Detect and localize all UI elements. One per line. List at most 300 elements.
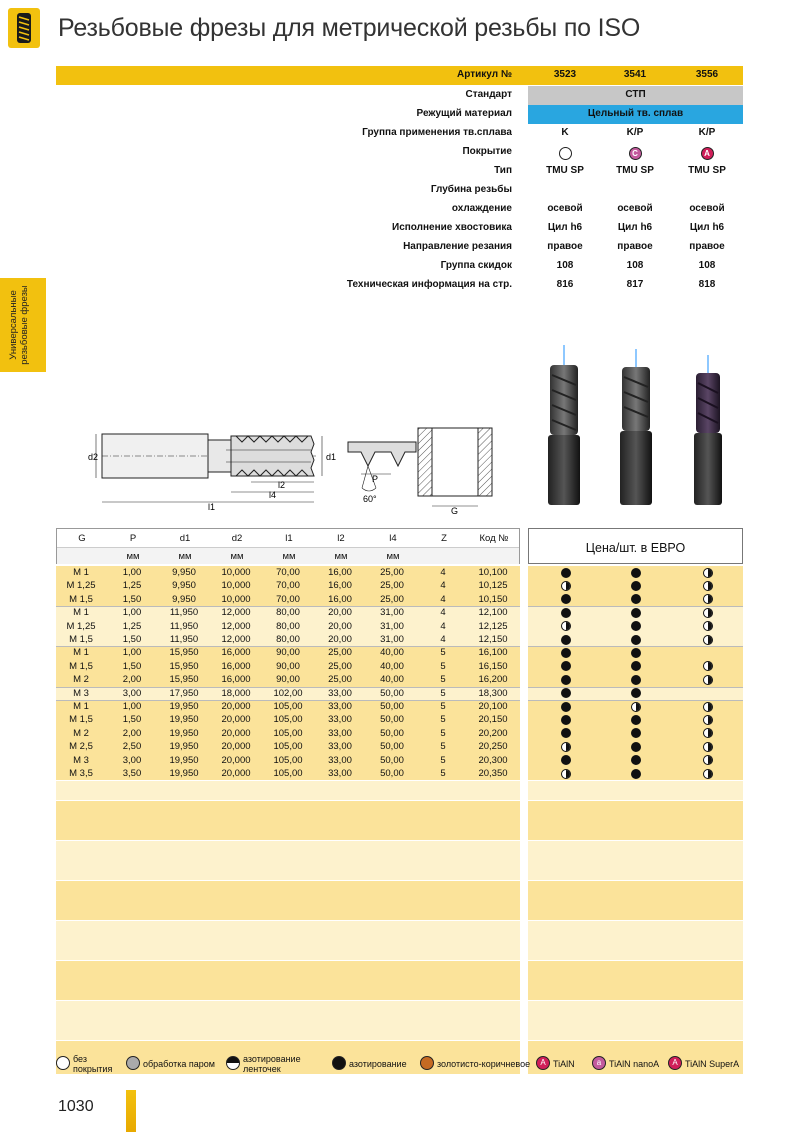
col-header: Z [441,533,447,544]
legend-label: обработка паром [143,1059,215,1069]
land-nitrided-icon[interactable] [703,608,713,618]
table-cell: 20,000 [221,768,251,779]
label-angle: 60° [363,494,377,504]
nitrided-icon[interactable] [631,688,641,698]
table-cell: 20,350 [478,768,508,779]
table-cell: M 1,5 [69,714,93,726]
legend-label: TiAlN SuperA [685,1059,740,1069]
table-cell: M 1 [73,607,89,619]
group-value: K/P [626,127,644,138]
table-cell: 102,00 [273,687,303,699]
nitrided-icon[interactable] [631,661,641,671]
table-cell: 5 [440,647,446,659]
table-row [56,606,520,619]
col-header: l2 [337,533,345,544]
nitrided-icon[interactable] [561,568,571,578]
tialn-icon: A [536,1056,550,1070]
article-label: Артикул № [457,69,512,80]
nitrided-icon[interactable] [631,715,641,725]
price-row [528,566,743,579]
table-row [56,566,520,579]
empty-band [528,1000,743,1040]
table-cell: 70,00 [276,580,300,592]
price-row [528,606,743,619]
table-cell: 25,00 [380,567,404,578]
label-l1: l1 [208,502,216,512]
table-row [56,620,520,633]
table-row [56,727,520,740]
table-cell: 2,50 [122,741,142,753]
table-cell: 20,250 [478,741,508,753]
type-label: Тип [494,165,512,176]
table-row [56,660,520,673]
empty-band [56,920,520,960]
uncoated-icon [559,147,572,160]
table-cell: 11,950 [169,634,199,645]
land-nitrided-icon[interactable] [561,769,571,779]
table-cell: M 3 [73,754,89,766]
table-cell: 80,00 [276,634,300,645]
price-row [528,754,743,767]
table-cell: 20,000 [221,714,251,726]
table-cell: 16,00 [328,593,352,605]
nitrided-icon[interactable] [631,648,641,658]
legend-label: азотирование [349,1059,407,1069]
land-nitrided-icon[interactable] [703,675,713,685]
table-row [56,646,520,659]
nitrided-icon[interactable] [561,715,571,725]
table-cell: 19,950 [169,741,199,753]
direction-value: правое [689,241,725,252]
table-cell: 3,50 [122,768,142,779]
table-cell: 11,950 [169,607,199,619]
price-row [528,700,743,713]
table-cell: 50,00 [380,701,404,712]
table-cell: 40,00 [380,647,404,659]
unit-label: мм [126,551,140,562]
price-row [528,620,743,633]
table-cell: 12,125 [478,620,508,632]
direction-value: правое [617,241,653,252]
group-divider [56,687,520,688]
table-cell: 105,00 [273,768,303,779]
land-nitrided-icon[interactable] [703,581,713,591]
tool-3556-icon [694,355,722,505]
brand-logo [8,8,40,48]
group-divider [528,687,743,688]
table-cell: 11,950 [169,620,199,632]
legend [56,1054,756,1078]
table-cell: 16,00 [328,580,352,592]
table-cell: 20,000 [221,727,251,739]
empty-band [56,880,520,920]
table-cell: 1,25 [122,620,142,632]
discount-label: Группа скидок [440,260,512,271]
label-pitch: P [372,474,379,484]
table-cell: 15,950 [169,660,199,672]
spec-row-shank [0,219,800,238]
table-cell: 50,00 [380,727,404,739]
table-cell: 9,950 [172,593,196,605]
table-cell: 33,00 [328,714,352,726]
empty-band [528,780,743,800]
table-cell: 90,00 [276,674,300,686]
table-row [56,593,520,606]
table-cell: 40,00 [380,660,404,672]
table-cell: 3,00 [122,687,142,699]
nitrided-icon[interactable] [561,702,571,712]
page-title: Резьбовые фрезы для метрической резьбы по ISO [58,14,641,42]
table-row [56,740,520,753]
nitrided-icon[interactable] [631,769,641,779]
land-nitrided-icon[interactable] [561,621,571,631]
col-header: d2 [231,533,243,544]
table-cell: 70,00 [276,593,300,605]
table-cell: M 1,5 [69,660,93,672]
tialn-super-icon: A [668,1056,682,1070]
land-nitrided-icon[interactable] [631,702,641,712]
table-cell: 19,950 [169,727,199,739]
group-value: K [561,127,569,138]
price-row [528,727,743,740]
land-nitrided-icon[interactable] [703,742,713,752]
nitrided-icon[interactable] [631,742,641,752]
empty-band [56,800,520,840]
table-cell: 17,950 [169,687,199,699]
empty-band [56,780,520,800]
nitrided-icon[interactable] [631,568,641,578]
table-cell: 25,00 [328,647,352,659]
table-cell: 2,00 [122,727,142,739]
table-cell: 15,950 [169,674,199,686]
table-row [56,713,520,726]
side-tab-label: Универсальные резьбовые фрезы [8,285,30,365]
table-cell: M 3 [73,687,89,699]
land-nitrided-icon[interactable] [703,594,713,604]
discount-value: 108 [626,260,644,271]
table-cell: 20,000 [221,754,251,766]
direction-label: Направление резания [403,241,512,252]
discount-value: 108 [698,260,716,271]
table-cell: 50,00 [380,754,404,766]
table-cell: 5 [440,727,446,739]
table-cell: 33,00 [328,754,352,766]
table-cell: 15,950 [169,647,199,659]
land-nitrided-icon[interactable] [703,568,713,578]
nitrided-icon[interactable] [561,755,571,765]
table-cell: 33,00 [328,768,352,779]
legend-label: TiAlN nanoA [609,1059,660,1069]
table-cell: 33,00 [328,727,352,739]
nitrided-icon[interactable] [631,675,641,685]
label-g: G [451,506,459,516]
techinfo-value[interactable]: 818 [698,279,716,290]
table-cell: 1,25 [122,580,142,592]
table-cell: 1,00 [122,607,142,619]
spec-row-coating [0,143,800,162]
nitrided-icon[interactable] [631,755,641,765]
table-cell: 10,000 [221,580,251,592]
legend-label: TiAlN [553,1059,575,1069]
table-cell: 5 [440,714,446,726]
spec-row-group [0,124,800,143]
table-cell: 20,000 [221,741,251,753]
col-header: l4 [389,533,397,544]
table-cell: 33,00 [328,701,352,712]
table-cell: 1,50 [122,593,142,605]
table-cell: 33,00 [328,687,352,699]
table-row [56,754,520,767]
article-value: 3523 [553,69,577,80]
depth-label: Глубина резьбы [430,184,512,195]
table-cell: 2,00 [122,674,142,686]
direction-value: правое [547,241,583,252]
table-cell: 31,00 [380,634,404,645]
uncoated-icon [56,1056,70,1070]
empty-band [528,920,743,960]
land-nitrided-icon[interactable] [703,661,713,671]
type-value: TMU SP [616,165,654,176]
table-cell: M 1 [73,701,89,712]
empty-band [56,960,520,1000]
table-cell: 31,00 [380,620,404,632]
coating-a-icon: A [701,147,714,160]
tool-photos [534,345,744,515]
table-cell: 12,000 [221,634,251,645]
table-row [56,633,520,646]
price-row [528,767,743,780]
tialn-nano-icon: a [592,1056,606,1070]
table-cell: 40,00 [380,674,404,686]
article-value: 3541 [623,69,647,80]
nitrided-icon[interactable] [561,675,571,685]
unit-label: мм [334,551,348,562]
table-cell: 20,200 [478,727,508,739]
nitrided-icon[interactable] [631,621,641,631]
nitrided-icon[interactable] [631,608,641,618]
table-cell: M 2 [73,727,89,739]
table-cell: 9,950 [172,567,196,578]
table-cell: 12,100 [478,607,508,619]
label-l4: l4 [269,490,277,500]
table-cell: 16,150 [478,660,508,672]
legend-label: без покрытия [73,1054,113,1074]
table-cell: 1,00 [122,701,142,712]
group-value: K/P [698,127,716,138]
table-cell: 1,00 [122,647,142,659]
nitrided-icon[interactable] [631,594,641,604]
group-label: Группа применения тв.сплава [362,127,512,138]
table-cell: 12,150 [478,634,508,645]
land-nitrided-icon [226,1056,240,1070]
table-cell: M 2,5 [69,741,93,753]
col-header: G [78,533,86,544]
table-cell: 90,00 [276,660,300,672]
group-divider [528,606,743,607]
land-nitrided-icon[interactable] [703,715,713,725]
table-cell: 5 [440,674,446,686]
spec-row-discount [0,257,800,276]
coating-c-icon: C [629,147,642,160]
nitrided-icon[interactable] [561,594,571,604]
table-cell: 5 [440,701,446,712]
table-cell: 19,950 [169,714,199,726]
nitrided-icon[interactable] [631,581,641,591]
land-nitrided-icon[interactable] [703,621,713,631]
nitrided-icon[interactable] [561,661,571,671]
label-d2: d2 [88,452,99,462]
group-divider [56,646,520,647]
table-cell: 25,00 [380,593,404,605]
table-cell: 20,300 [478,754,508,766]
table-cell: 19,950 [169,754,199,766]
nitrided-icon[interactable] [561,688,571,698]
land-nitrided-icon[interactable] [703,769,713,779]
nitrided-icon[interactable] [561,635,571,645]
table-cell: 25,00 [328,660,352,672]
table-cell: 19,950 [169,768,199,779]
empty-band [528,880,743,920]
nitrided-icon[interactable] [631,728,641,738]
table-cell: 16,00 [328,567,352,578]
shank-label: Исполнение хвостовика [392,222,512,233]
techinfo-value[interactable]: 817 [626,279,644,290]
technical-drawing [86,422,506,516]
group-divider [528,646,743,647]
price-row [528,579,743,592]
land-nitrided-icon[interactable] [561,581,571,591]
standard-value: СТП [625,89,646,100]
table-cell: 50,00 [380,768,404,779]
table-cell: 16,000 [221,647,251,659]
col-header: l1 [285,533,293,544]
table-cell: 31,00 [380,607,404,619]
table-row [56,700,520,713]
unit-label: мм [282,551,296,562]
table-cell: 4 [440,593,446,605]
spec-row-cooling [0,200,800,219]
land-nitrided-icon[interactable] [703,635,713,645]
table-row [56,767,520,780]
cooling-value: осевой [617,203,653,214]
spec-row-direction [0,238,800,257]
col-header: P [129,533,137,544]
table-cell: 70,00 [276,567,300,578]
table-cell: 20,000 [221,701,251,712]
spec-row-depth [0,181,800,200]
spec-row-article [0,66,800,85]
table-cell: 12,000 [221,607,251,619]
nitrided-icon [332,1056,346,1070]
table-cell: 25,00 [328,674,352,686]
unit-label: мм [386,551,400,562]
nitrided-icon[interactable] [631,635,641,645]
tool-3523-icon [548,345,580,505]
unit-label: мм [178,551,192,562]
table-cell: 4 [440,567,446,578]
price-header [528,528,743,564]
col-header: d1 [179,533,191,544]
table-cell: 105,00 [273,754,303,766]
table-cell: 16,100 [478,647,508,659]
cooling-value: осевой [689,203,725,214]
table-cell: 10,150 [478,593,508,605]
bronze-coating-icon [420,1056,434,1070]
empty-band [56,1000,520,1040]
table-cell: 3,00 [122,754,142,766]
table-cell: 50,00 [380,714,404,726]
table-cell: 4 [440,607,446,619]
price-row [528,646,743,659]
standard-label: Стандарт [465,89,512,100]
table-cell: 105,00 [273,741,303,753]
table-cell: 19,950 [169,701,199,712]
table-cell: 1,00 [122,567,142,578]
price-row [528,713,743,726]
table-cell: 5 [440,768,446,779]
shank-value: Цил h6 [617,222,653,233]
nitrided-icon[interactable] [561,648,571,658]
price-row [528,673,743,686]
table-cell: 25,00 [380,580,404,592]
table-cell: 80,00 [276,607,300,619]
empty-band [56,840,520,880]
table-cell: 10,100 [478,567,508,578]
price-row [528,593,743,606]
table-cell: 1,50 [122,660,142,672]
table-cell: 50,00 [380,741,404,753]
unit-label: мм [230,551,244,562]
coating-label: Покрытие [462,146,512,157]
nitrided-icon[interactable] [561,728,571,738]
table-cell: M 1 [73,647,89,659]
nitrided-icon[interactable] [561,608,571,618]
table-cell: 5 [440,741,446,753]
table-cell: 5 [440,660,446,672]
table-cell: 1,50 [122,714,142,726]
table-cell: 20,100 [478,701,508,712]
page-accent-bar [126,1090,136,1132]
table-cell: 5 [440,687,446,699]
shank-value: Цил h6 [689,222,725,233]
table-cell: M 1 [73,567,89,578]
table-cell: M 1,25 [66,620,96,632]
cooling-value: осевой [547,203,583,214]
tool-3541-icon [620,349,652,505]
land-nitrided-icon[interactable] [703,728,713,738]
type-value: TMU SP [546,165,584,176]
table-header [56,528,520,564]
table-cell: 18,000 [221,687,251,699]
price-row [528,660,743,673]
shank-value: Цил h6 [547,222,583,233]
land-nitrided-icon[interactable] [561,742,571,752]
table-cell: 16,000 [221,660,251,672]
land-nitrided-icon[interactable] [703,702,713,712]
techinfo-value[interactable]: 816 [556,279,574,290]
table-row [56,579,520,592]
land-nitrided-icon[interactable] [703,755,713,765]
table-cell: 10,125 [478,580,508,592]
table-cell: M 1,5 [69,634,93,645]
table-cell: 20,00 [328,607,352,619]
spec-row-techinfo [0,276,800,295]
empty-band [528,960,743,1000]
spec-row-material [0,105,800,124]
legend-label: азотирование ленточек [243,1054,301,1074]
techinfo-label: Техническая информация на стр. [346,279,512,290]
spec-row-standard [0,86,800,105]
